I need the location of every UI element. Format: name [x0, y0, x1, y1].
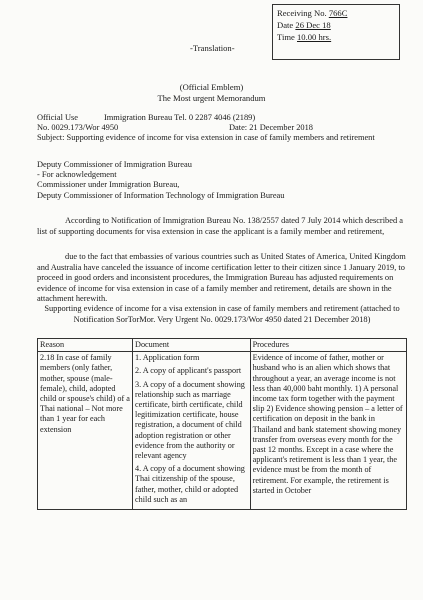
receiving-date: Date 26 Dec 18: [277, 20, 331, 30]
addressee-line: Deputy Commissioner of Information Technology of Immigration Bureau: [37, 190, 285, 200]
header-reason: Reason: [38, 339, 133, 352]
emblem-line: (Official Emblem): [179, 82, 244, 92]
addressee-list: [37, 160, 407, 201]
procedures-cell: Evidence of income of father, mother or husband who is an alien which shows that throughout a year, an average income is not less than 40,000 baht monthly. 1) A personal income tax form together with the payment slip 2) Evidence showing pension – a letter of certification on deposit in the bank in Thailand and bank statement showing money transfer from overseas every month for the past 12 months. Except in a case where the applicant's retirement is less than 1 year, the evidence must be from the month of retirement. For example, the retirement is started in October: [250, 352, 406, 510]
requirements-table: [37, 338, 407, 510]
document-item: 1. Application form: [135, 353, 200, 363]
addressee-line: Deputy Commissioner of Immigration Bureau: [37, 160, 192, 169]
memo-header: [37, 113, 407, 144]
addressee-line: Commissioner under Immigration Bureau,: [37, 180, 180, 190]
header-document: Document: [133, 339, 251, 352]
header-procedures: Procedures: [250, 339, 406, 352]
receiving-stamp: [272, 4, 400, 60]
addressee-line: - For acknowledgement: [37, 170, 117, 180]
body-paragraph-1: According to Notification of Immigration Bureau No. 138/2557 dated 7 July 2014 which described a list of supporting documents for visa extension in case the applicant is a family member and retirement,: [37, 216, 403, 236]
document-item: 3. A copy of a document showing relationship such as marriage certificate, birth certificate, child legitimization certificate, house registration, a document of child adoption registration or other evidence from the authority or relevant agency: [135, 379, 245, 461]
document-cell: [133, 352, 251, 510]
body-paragraph-2: due to the fact that embassies of various countries such as United States of America, United Kingdom and Australia have canceled the issuance of income certification letter to their citizen since 1 January 2019, to proceed in good orders and inconsistent procedures, the Immigration Bureau has adjusted requirements on evidence of income for visa extension in case of a family member and retirement, details are shown in the attachment herewith.: [37, 252, 406, 303]
table-header-row: [38, 339, 407, 352]
reason-cell: 2.18 In case of family members (only father, mother, spouse (male-female), child, adopted child or spouse's child) of a Thai national – Not more than 1 year for each extension: [38, 352, 133, 510]
translation-note: -Translation-: [190, 43, 235, 53]
document-item: 2. A copy of applicant's passport: [135, 366, 242, 376]
document-item: 4. A copy of a document showing Thai citizenship of the spouse, father, mother, child or adopted child such as an: [135, 464, 245, 504]
table-row: [38, 352, 407, 510]
emblem-heading: [0, 82, 423, 104]
memo-date: Date: 21 December 2018: [229, 123, 313, 133]
memo-number: No. 0029.173/Wor 4950: [37, 123, 119, 133]
memorandum-title: The Most urgent Memorandum: [157, 93, 266, 103]
memo-subject: Subject: Supporting evidence of income for visa extension in case of family members and retirement: [37, 133, 375, 143]
office-line: Immigration Bureau Tel. 0 2287 4046 (2189): [104, 113, 256, 122]
receiving-time: Time 10.00 hrs.: [277, 32, 332, 42]
official-use-label: Official Use: [37, 113, 79, 122]
receiving-number: Receiving No. 766C: [277, 8, 348, 18]
attachment-caption: Supporting evidence of income for a visa extension in case of family members and retirement (attached to Notification SorTorMor. Very Urgent No. 0029.173/Wor 4950 dated 21 December 2018): [44, 304, 400, 324]
